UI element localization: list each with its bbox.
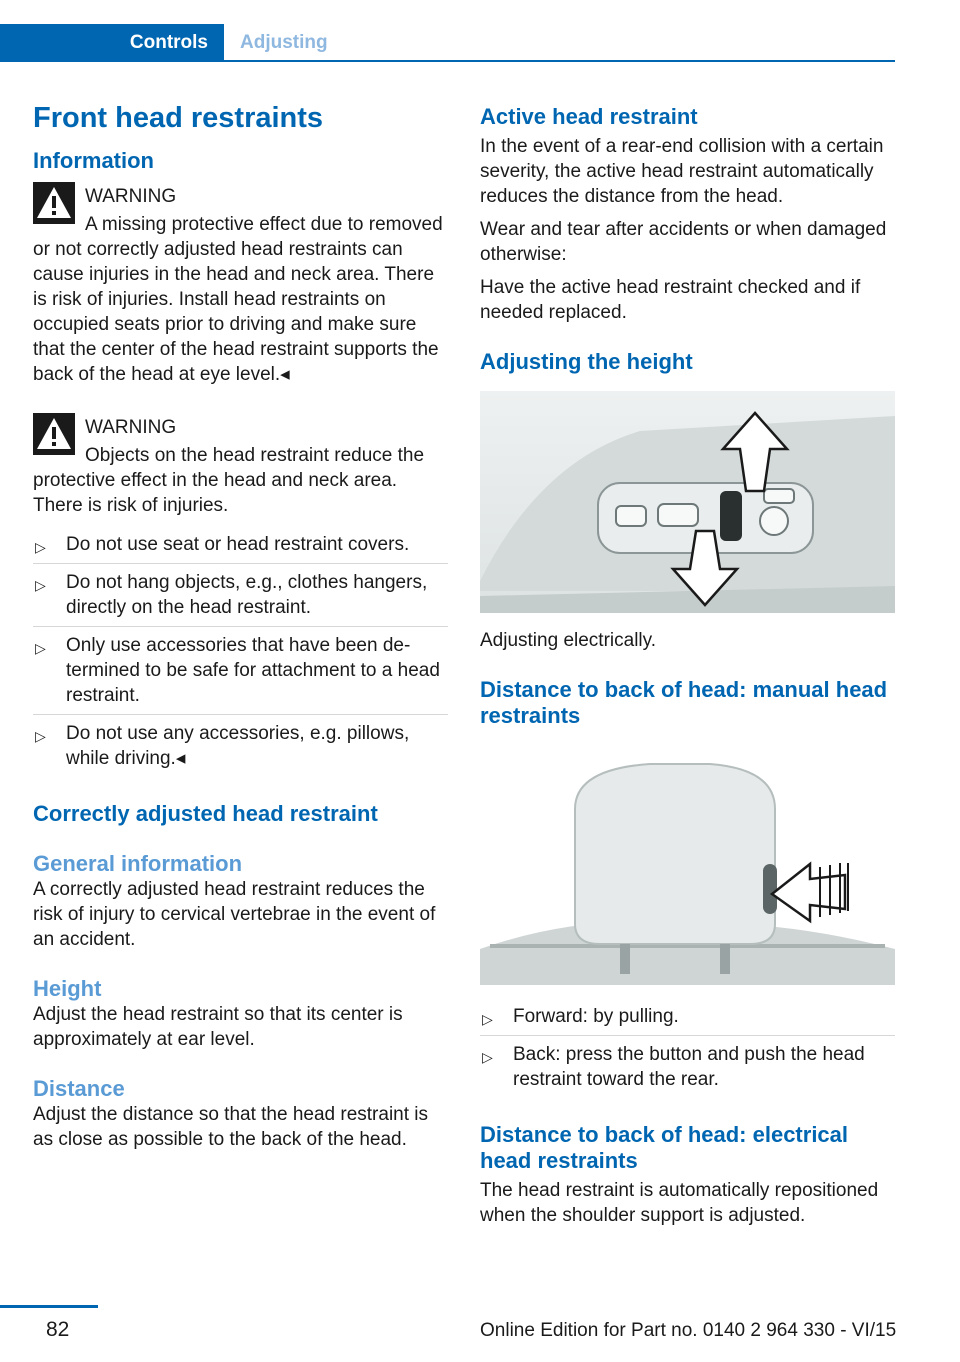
warning-label: WARNING — [85, 186, 177, 207]
distance-text: Adjust the distance so that the head restraint is as close as possible to the back of the head. — [33, 1104, 429, 1150]
warning-triangle-icon — [33, 413, 75, 455]
seat-control-figure — [480, 391, 895, 613]
triangle-bullet-icon: ▷ — [482, 1011, 493, 1027]
manual-distance-heading: Distance to back of head: manual head restraints — [480, 677, 888, 728]
triangle-bullet-icon: ▷ — [35, 577, 46, 593]
warning-bullet-list — [33, 526, 448, 777]
tab-controls[interactable]: Controls — [0, 24, 224, 61]
page-number: 82 — [46, 1318, 70, 1341]
information-heading: Information — [33, 148, 154, 173]
left-column — [33, 100, 448, 1152]
header-tabbar — [0, 24, 895, 62]
wear-text: Wear and tear after accidents or when damaged otherwise: — [480, 219, 887, 265]
adjust-height-heading: Adjusting the height — [480, 349, 693, 374]
tab-adjusting[interactable]: Adjusting — [240, 31, 328, 53]
electrical-distance-text: The head restraint is automatically repositioned when the shoulder support is adjusted. — [480, 1180, 879, 1226]
list-item: ▷ Do not use seat or head restraint covers. — [33, 526, 448, 564]
figure-caption: Adjusting electrically. — [480, 630, 657, 651]
general-info-text: A correctly adjusted head restraint reduces the risk of injury to cervical vertebrae in the event of an accident. — [33, 879, 436, 950]
height-heading: Height — [33, 976, 102, 1001]
list-item: ▷ Do not hang objects, e.g., clothes hangers, directly on the head restraint. — [33, 564, 448, 627]
warning-block-1 — [33, 182, 448, 387]
list-item: ▷ Only use accessories that have been determined to be safe for attachment to a head restraint. — [33, 627, 448, 715]
warning-text: A missing protective effect due to removed or not correctly adjusted head restraints can cause injuries in the head and neck area. There is risk of injuries. Install head restraints on occupied seats prior to driving and make sure that the center of the head restraint supports the back of the head at eye level.◂ — [33, 214, 443, 385]
warning-block-2 — [33, 413, 448, 518]
manual-bullet-list — [480, 998, 895, 1098]
footer-rule — [0, 1305, 98, 1308]
edition-text: Online Edition for Part no. 0140 2 964 330 - VI/15 — [480, 1320, 897, 1341]
active-restraint-text: In the event of a rear-end collision with a certain severity, the active head restraint automatically reduces the distance from the head. — [480, 136, 884, 207]
head-restraint-figure — [480, 749, 895, 985]
triangle-bullet-icon: ▷ — [482, 1049, 493, 1065]
electrical-distance-heading: Distance to back of head: electrical head restraints — [480, 1122, 849, 1173]
general-info-heading: General information — [33, 851, 243, 876]
list-item: ▷ Do not use any accessories, e.g. pillows, while driving.◂ — [35, 723, 410, 769]
correct-adjust-heading: Correctly adjusted head restraint — [33, 801, 378, 826]
height-text: Adjust the head restraint so that its center is approximately at ear level. — [33, 1004, 403, 1050]
right-column — [480, 104, 895, 1228]
warning-triangle-icon — [33, 182, 75, 224]
active-restraint-heading: Active head restraint — [480, 104, 698, 129]
list-item: ▷ Forward: by pulling. — [480, 998, 895, 1036]
triangle-bullet-icon: ▷ — [35, 539, 46, 555]
page-title: Front head restraints — [33, 102, 324, 134]
triangle-bullet-icon: ▷ — [35, 640, 46, 656]
list-item: ▷ Back: press the button and push the head restraint toward the rear. — [482, 1044, 865, 1090]
triangle-bullet-icon: ▷ — [35, 728, 46, 744]
warning-label: WARNING — [85, 417, 177, 438]
distance-heading: Distance — [33, 1076, 125, 1101]
check-text: Have the active head restraint checked and if needed replaced. — [480, 277, 861, 323]
warning-text: Objects on the head restraint reduce the protective effect in the head and neck area. There is risk of injuries. — [33, 445, 425, 516]
